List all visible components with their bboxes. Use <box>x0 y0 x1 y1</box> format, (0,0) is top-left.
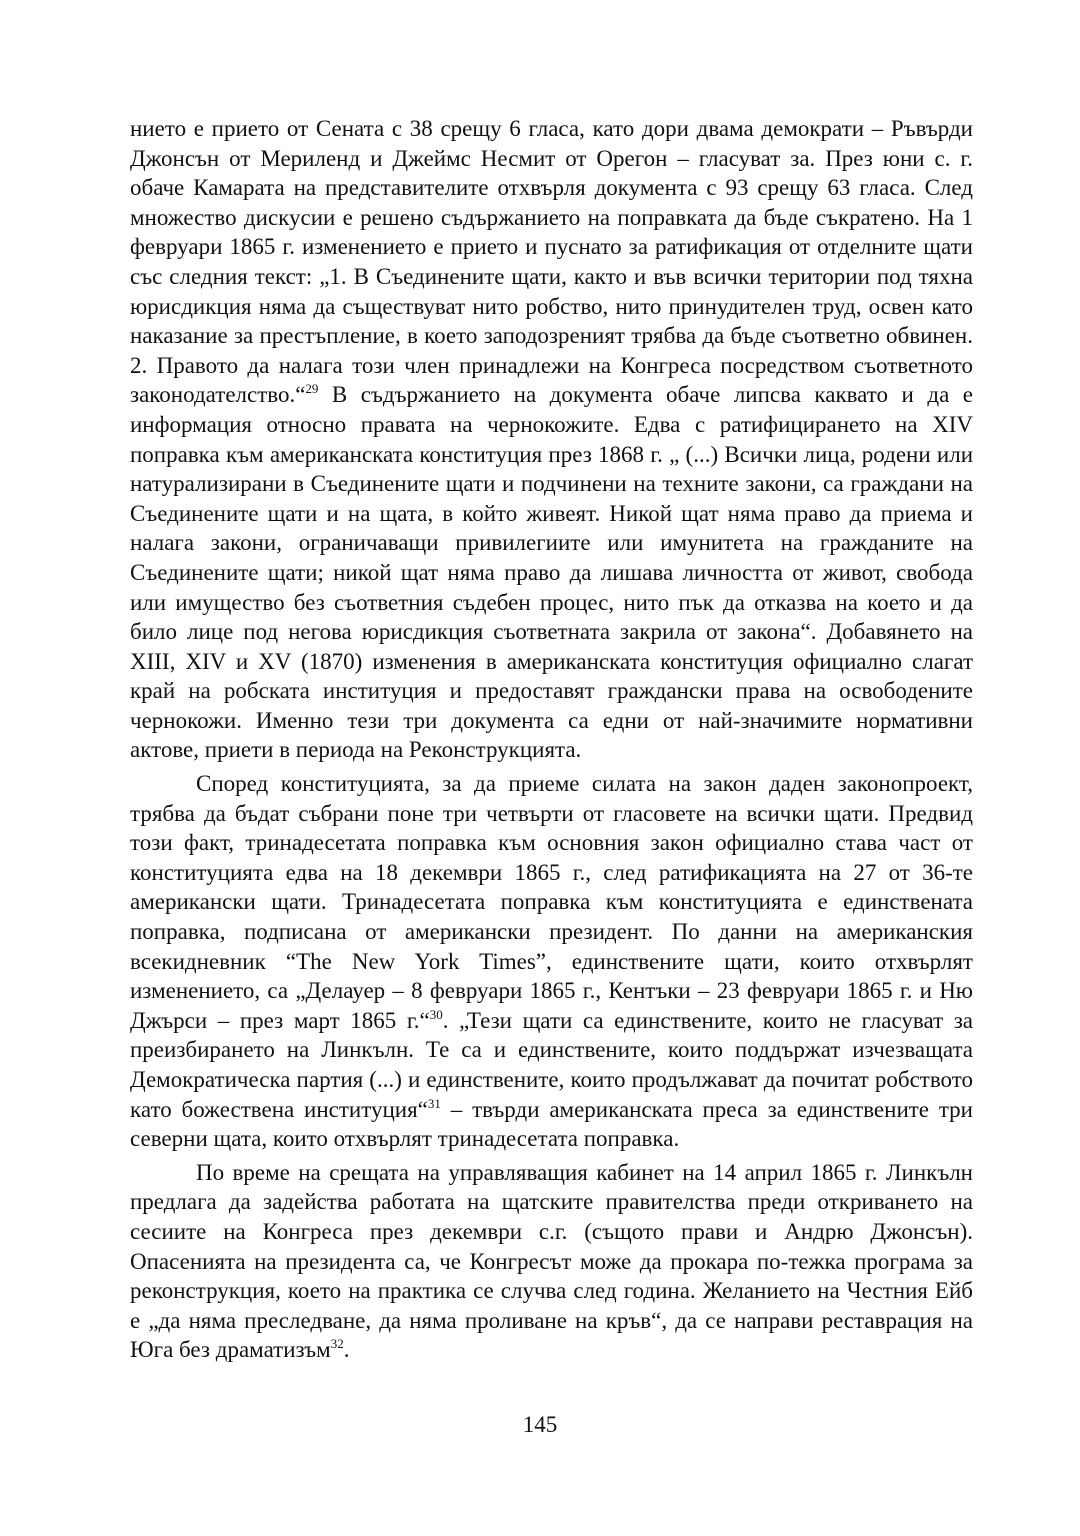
paragraph-2 <box>130 769 973 1154</box>
paragraph-2-text-a: Според конституцията, за да приеме силата на закон даден законопроект, трябва да бъдат събрани поне три четвърти от гласовете на всички щати. Предвид този факт, тринадесетата поправка към основния закон официално става част от конституцията едва на 18 декември 1865 г., след ратификацията на 27 от 36-те американски щати. Тринадесетата поправка към конституцията е единствената поправка, подписана от американски президент. По данни на американския всекидневник “The New York Times”, единствените щати, които отхвърлят изменението, са „Делауер – 8 февруари 1865 г., Кентъки – 23 февруари 1865 г. и Ню Джърси – през март 1865 г.“ <box>130 771 973 1033</box>
page-number: 145 <box>522 1412 558 1437</box>
footnote-ref-30: 30 <box>429 1006 443 1022</box>
paragraph-3-text-b: . <box>343 1337 350 1363</box>
footnote-ref-31: 31 <box>427 1095 441 1111</box>
paragraph-1-text-a: нието е прието от Сената с 38 срещу 6 гласа, като дори двама демократи – Ръвърди Джонсън от Мериленд и Джеймс Несмит от Орегон – гласуват за. През юни с. г. обаче Камарата на представителите отхвърля документа с 93 срещу 63 гласа. След множество дискусии е решено съдържанието на поправката да бъде съкратено. На 1 февруари 1865 г. изменението е прието и пуснато за ратификация от отделните щати със следния текст: „1. В Съединените щати, както и във всички територии под тяхна юрисдикция няма да съществуват нито робство, нито принудителен труд, освен като наказание за престъпление, в което заподозреният трябва да бъде съответно обвинен. 2. Правото да налага този член принадлежи на Конгреса посредством съответното законодателство.“ <box>130 116 973 408</box>
paragraph-3 <box>130 1158 973 1365</box>
footnote-ref-32: 32 <box>330 1336 344 1352</box>
paragraph-1 <box>130 114 973 765</box>
paragraph-2-text-c: – твърди американската преса за единствените три северни щата, които отхвърлят тринадесетата поправка. <box>130 1096 973 1152</box>
paragraph-1-text-b: В съдържанието на документа обаче липсва каквато и да е информация относно правата на чернокожите. Едва с ратифицирането на XIV поправка към американската конституция през 1868 г. „ (...) Всички лица, родени или натурализирани в Съединените щати и подчинени на техните закони, са граждани на Съединените щати и на щата, в който живеят. Никой щат няма право да приема и налага закони, ограничаващи привилегиите или имунитета на гражданите на Съединените щати; никой щат няма право да лишава личността от живот, свобода или имущество без съответния съдебен процес, нито пък да отказва на което и да било лице под негова юрисдикция съответната закрила от закона“. Добавянето на XIII, XIV и XV (1870) изменения в американската конституция официално слагат край на робската институция и предоставят граждански права на освободените чернокожи. Именно тези три документа са едни от най-значимите нормативни актове, приети в периода на Реконструкцията. <box>130 382 973 763</box>
paragraph-3-text-a: По време на срещата на управляващия кабинет на 14 април 1865 г. Линкълн предлага да задейства работата на щатските правителства преди откриването на сесиите на Конгреса през декември с.г. (същото прави и Андрю Джонсън). Опасенията на президента са, че Конгресът може да прокара по-тежка програма за реконструкция, което на практика се случва след година. Желанието на Честния Ейб е „да няма преследване, да няма проливане на кръв“, да се направи реставрация на Юга без драматизъм <box>130 1159 973 1363</box>
footnote-ref-29: 29 <box>305 381 319 397</box>
body-text <box>130 114 973 1365</box>
paragraph-2-text-b: . „Тези щати са единствените, които не гласуват за преизбирането на Линкълн. Те са и единствените, които поддържат изчезващата Демократическа партия (...) и единствените, които продължават да почитат робството като божествена институция“ <box>130 1007 973 1122</box>
